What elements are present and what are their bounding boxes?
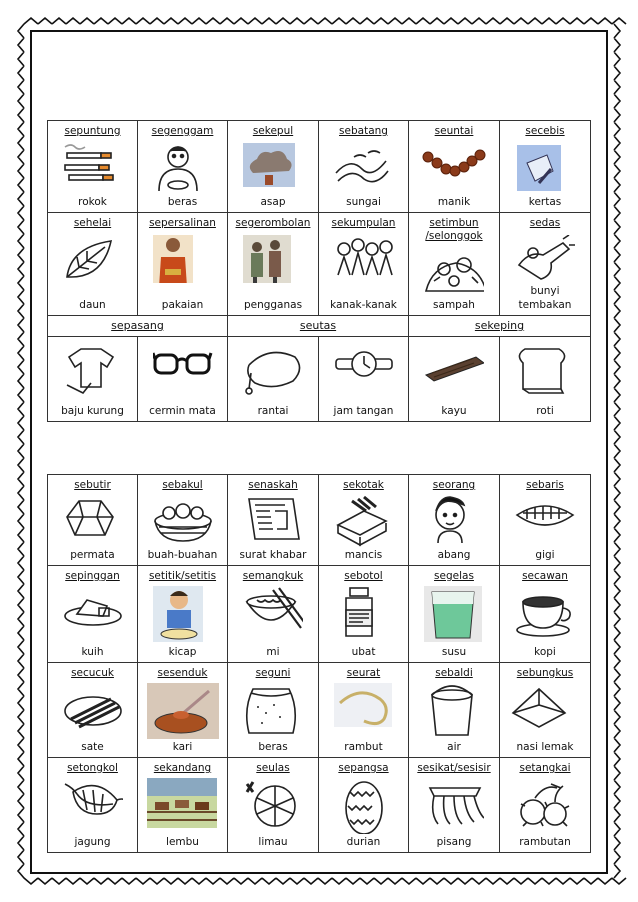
fruit-basket-icon xyxy=(153,495,213,551)
bread-slice-icon xyxy=(515,345,575,395)
word-cell xyxy=(500,121,591,213)
table2-row-2 xyxy=(48,566,591,663)
word-cell xyxy=(409,566,500,663)
durian-icon xyxy=(334,778,394,834)
measure-word: setongkol xyxy=(67,762,118,774)
matchbox-icon xyxy=(334,495,394,551)
rubbish-pile-icon xyxy=(424,245,484,293)
rambutan-icon xyxy=(515,778,575,834)
man-eating-rice-icon xyxy=(153,143,213,191)
word-cell xyxy=(228,121,319,213)
noun-label: daun xyxy=(79,299,106,311)
group-header: sepasang xyxy=(48,316,228,337)
word-cell xyxy=(228,213,319,316)
ladle-curry-icon xyxy=(147,683,219,739)
word-cell xyxy=(48,121,138,213)
noun-label: nasi lemak xyxy=(516,741,574,753)
measure-word: sesenduk xyxy=(157,667,208,679)
teeth-icon xyxy=(515,495,575,551)
word-cell xyxy=(138,337,228,422)
word-cell xyxy=(500,213,591,316)
measure-word: setitik/setitis xyxy=(148,570,217,582)
word-cell xyxy=(138,213,228,316)
gunshot-icon xyxy=(515,235,575,283)
measure-words-table-2 xyxy=(47,474,591,853)
measure-word: sepinggan xyxy=(65,570,120,582)
smoke-icon xyxy=(243,143,303,191)
word-cell xyxy=(500,337,591,422)
bucket-icon xyxy=(424,683,484,739)
noun-label: gigi xyxy=(535,549,555,561)
noun-label: kari xyxy=(172,741,193,753)
word-cell xyxy=(319,475,409,566)
measure-word: sebungkus xyxy=(516,667,574,679)
measure-word: sepersalinan xyxy=(149,217,216,229)
word-cell xyxy=(409,337,500,422)
noun-label: roti xyxy=(536,405,554,417)
word-cell xyxy=(409,213,500,316)
noun-label: bunyi xyxy=(530,285,560,297)
word-cell xyxy=(138,758,228,853)
word-cell xyxy=(228,475,319,566)
baju-kurung-icon xyxy=(63,345,123,395)
word-cell xyxy=(500,663,591,758)
measure-word: /selonggok xyxy=(425,230,483,242)
noodle-bowl-icon xyxy=(243,586,303,642)
word-cell xyxy=(319,337,409,422)
table1-row-2 xyxy=(48,213,591,316)
measure-word: sepangsa xyxy=(338,762,389,774)
outfit-icon xyxy=(153,235,213,283)
word-cell xyxy=(319,758,409,853)
noun-label: pakaian xyxy=(161,299,204,311)
satay-icon xyxy=(63,683,123,739)
noun-label: pengganas xyxy=(243,299,303,311)
measure-word: seuntai xyxy=(434,125,474,137)
noun-label: kayu xyxy=(441,405,467,417)
measure-word: secawan xyxy=(522,570,568,582)
militants-icon xyxy=(243,235,303,283)
measure-word: sekumpulan xyxy=(331,217,396,229)
measure-word: setangkai xyxy=(519,762,571,774)
banana-bunch-icon xyxy=(424,778,484,834)
glass-icon xyxy=(424,586,484,642)
word-cell xyxy=(138,566,228,663)
measure-word: sebotol xyxy=(344,570,383,582)
noun-label: buah-buahan xyxy=(147,549,218,561)
boy-face-icon xyxy=(424,495,484,551)
noun-label: rambutan xyxy=(519,836,571,848)
word-cell xyxy=(409,121,500,213)
leaf-icon xyxy=(63,235,123,283)
noun-label: beras xyxy=(167,196,198,208)
noun-label: manik xyxy=(437,196,471,208)
noun-label: kicap xyxy=(168,646,197,658)
measure-word: sehelai xyxy=(73,217,112,229)
noun-label: tembakan xyxy=(518,299,572,311)
wristwatch-icon xyxy=(334,345,394,395)
word-cell xyxy=(138,475,228,566)
noun-label: rokok xyxy=(78,196,107,208)
banana-leaf-packet-icon xyxy=(509,683,581,739)
noun-label: jam tangan xyxy=(333,405,394,417)
measure-word: secebis xyxy=(525,125,565,137)
word-cell xyxy=(409,758,500,853)
child-eating-icon xyxy=(153,586,213,642)
word-cell xyxy=(319,121,409,213)
measure-word: semangkuk xyxy=(242,570,304,582)
word-cell xyxy=(409,475,500,566)
coffee-cup-icon xyxy=(515,586,575,642)
table1-row-3-headers xyxy=(48,316,591,337)
noun-label: mancis xyxy=(344,549,383,561)
word-cell xyxy=(138,663,228,758)
measure-word: segerombolan xyxy=(235,217,311,229)
group-header: sekeping xyxy=(409,316,591,337)
noun-label: susu xyxy=(441,646,467,658)
noun-label: kanak-kanak xyxy=(330,299,397,311)
table1-row-1 xyxy=(48,121,591,213)
noun-label: kopi xyxy=(534,646,556,658)
word-cell xyxy=(48,475,138,566)
noun-label: sampah xyxy=(433,299,475,311)
orange-segment-icon xyxy=(243,778,303,834)
noun-label: durian xyxy=(346,836,381,848)
noun-label: asap xyxy=(260,196,286,208)
cattle-pen-icon xyxy=(147,778,219,834)
hair-strand-icon xyxy=(334,683,394,739)
wood-plank-icon xyxy=(424,345,484,395)
noun-label: rambut xyxy=(344,741,383,753)
rice-sack-icon xyxy=(243,683,303,739)
word-cell xyxy=(319,663,409,758)
beads-icon xyxy=(422,143,486,191)
noun-label: sate xyxy=(81,741,104,753)
gem-icon xyxy=(63,495,123,551)
measure-word: sebaldi xyxy=(435,667,473,679)
newspaper-icon xyxy=(243,495,303,551)
children-group-icon xyxy=(334,235,394,283)
measure-word: sedas xyxy=(529,217,561,229)
noun-label: mi xyxy=(266,646,280,658)
cigarettes-icon xyxy=(63,143,123,191)
group-header: seutas xyxy=(228,316,409,337)
measure-word: seguni xyxy=(255,667,291,679)
noun-label: ubat xyxy=(351,646,376,658)
word-cell xyxy=(228,663,319,758)
word-cell xyxy=(409,663,500,758)
noun-label: beras xyxy=(258,741,288,753)
measure-word: seulas xyxy=(256,762,290,774)
noun-label: air xyxy=(447,741,461,753)
medicine-bottle-icon xyxy=(334,586,394,642)
word-cell xyxy=(48,213,138,316)
noun-label: surat khabar xyxy=(239,549,307,561)
table1-row-3 xyxy=(48,337,591,422)
measure-word: setimbun xyxy=(429,217,479,229)
measure-word: sebaris xyxy=(526,479,564,491)
chain-icon xyxy=(243,345,303,395)
measure-word: sekotak xyxy=(343,479,384,491)
noun-label: pisang xyxy=(436,836,472,848)
word-cell xyxy=(228,337,319,422)
noun-label: baju kurung xyxy=(61,405,124,417)
noun-label: abang xyxy=(437,549,471,561)
noun-label: kertas xyxy=(528,196,562,208)
word-cell xyxy=(48,663,138,758)
word-cell xyxy=(48,337,138,422)
word-cell xyxy=(228,566,319,663)
measure-words-table-1 xyxy=(47,120,591,422)
measure-word: segenggam xyxy=(151,125,214,137)
measure-word: segelas xyxy=(434,570,474,582)
measure-word: senaskah xyxy=(248,479,298,491)
measure-word: sepuntung xyxy=(64,125,121,137)
measure-word: seurat xyxy=(346,667,381,679)
noun-label: limau xyxy=(258,836,288,848)
noun-label: permata xyxy=(70,549,115,561)
table2-row-3 xyxy=(48,663,591,758)
measure-word: sekandang xyxy=(153,762,212,774)
corn-icon xyxy=(63,778,123,834)
cake-plate-icon xyxy=(63,586,123,642)
word-cell xyxy=(319,566,409,663)
noun-label: sungai xyxy=(346,196,381,208)
word-cell xyxy=(228,758,319,853)
word-cell xyxy=(138,121,228,213)
noun-label: cermin mata xyxy=(149,405,216,417)
word-cell xyxy=(500,758,591,853)
table2-row-4 xyxy=(48,758,591,853)
noun-label: lembu xyxy=(166,836,199,848)
measure-word: seorang xyxy=(432,479,476,491)
measure-word: secucuk xyxy=(71,667,114,679)
noun-label: rantai xyxy=(257,405,289,417)
measure-word: sebakul xyxy=(162,479,203,491)
noun-label: kuih xyxy=(81,646,104,658)
word-cell xyxy=(319,213,409,316)
spectacles-icon xyxy=(153,345,213,395)
word-cell xyxy=(500,475,591,566)
table2-row-1 xyxy=(48,475,591,566)
measure-word: sesikat/sesisir xyxy=(417,762,491,774)
word-cell xyxy=(48,566,138,663)
measure-word: sebutir xyxy=(74,479,111,491)
measure-word: sebatang xyxy=(339,125,388,137)
word-cell xyxy=(500,566,591,663)
word-cell xyxy=(48,758,138,853)
noun-label: jagung xyxy=(74,836,111,848)
river-icon xyxy=(334,143,394,191)
torn-paper-icon xyxy=(515,143,575,191)
measure-word: sekepul xyxy=(252,125,294,137)
